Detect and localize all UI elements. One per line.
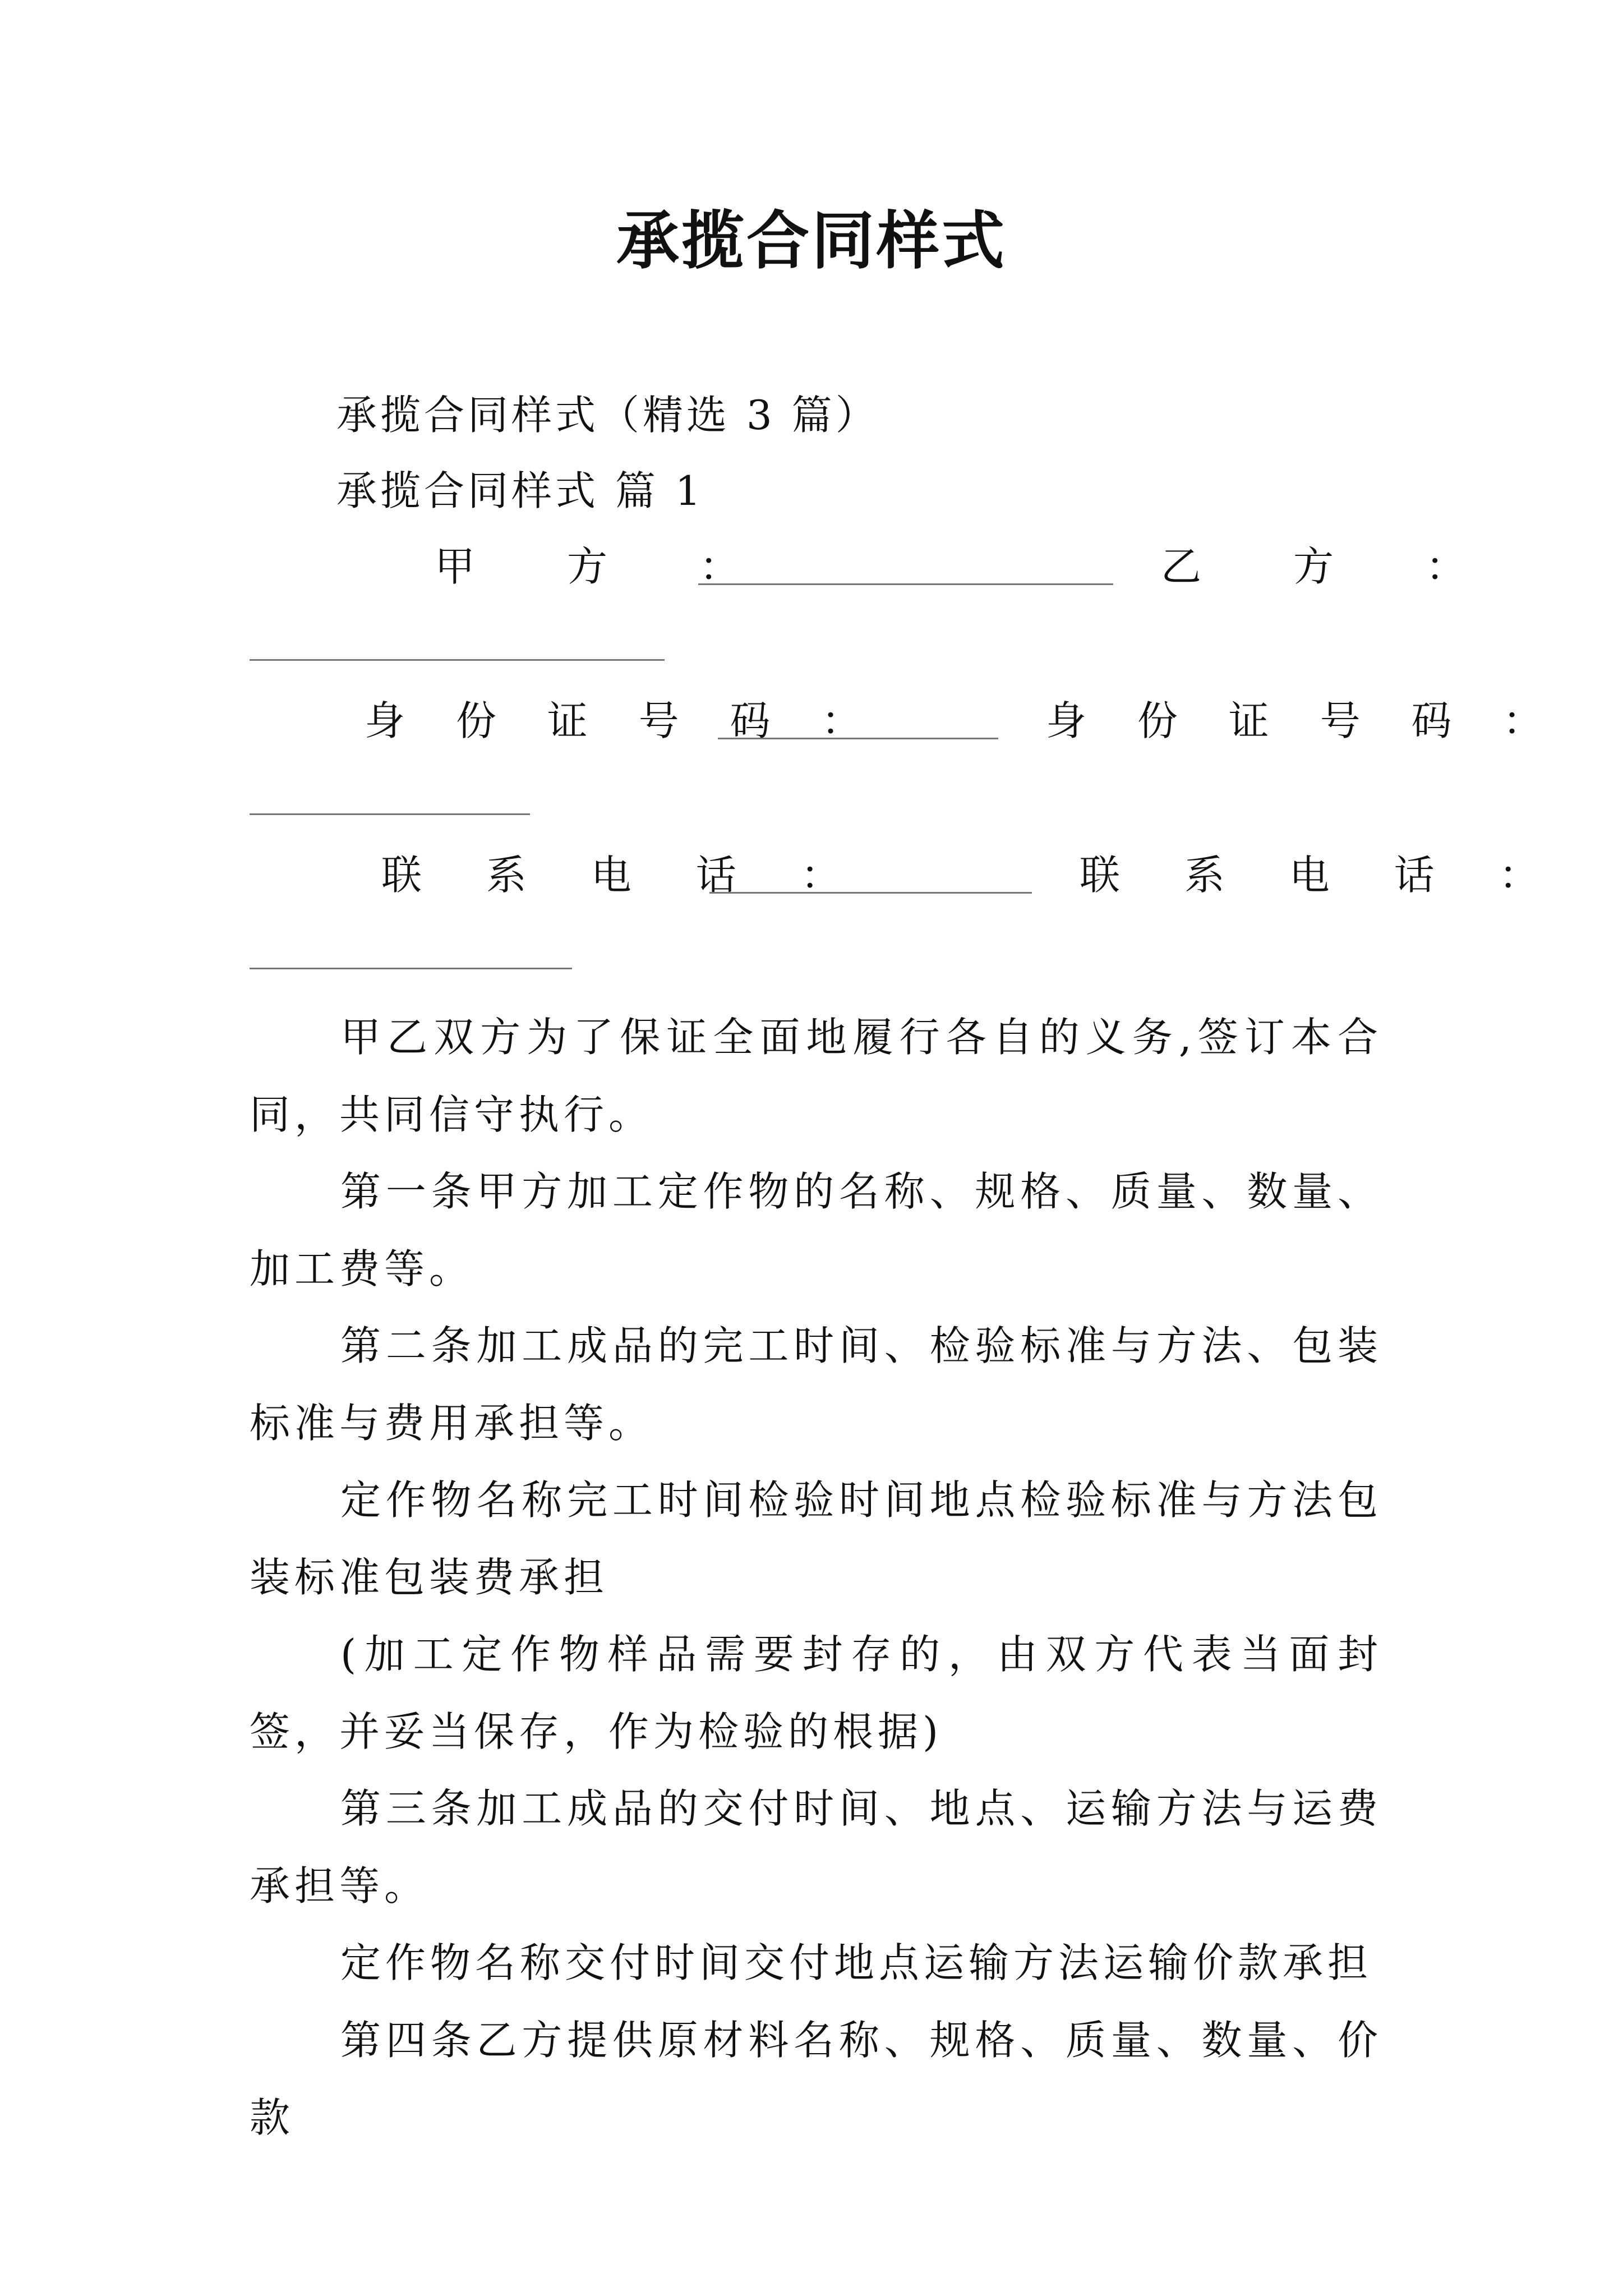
phone-blank-party-b <box>250 968 572 969</box>
paragraph-article-3: 第三条加工成品的交付时间、地点、运输方法与运费承担等。 <box>250 1785 1382 1910</box>
paragraph-item-list-1: 定作物名称完工时间检验时间地点检验标准与方法包装标准包装费承担 <box>250 1476 1382 1601</box>
id-label-party-b: 身 份 证 号 码 ： <box>1046 697 1562 744</box>
phone-label-party-b: 联 系 电 话 ： <box>1080 852 1565 899</box>
paragraph-article-1: 第一条甲方加工定作物的名称、规格、质量、数量、加工费等。 <box>250 1168 1382 1292</box>
party-b-blank <box>250 659 665 661</box>
id-label-party-a: 身 份 证 号 码 ： <box>365 697 881 744</box>
paragraph-item-list-2: 定作物名称交付时间交付地点运输方法运输价款承担 <box>340 1939 1373 1986</box>
document-subtitle: 承揽合同样式（精选 3 篇） <box>336 392 879 439</box>
paragraph-article-2: 第二条加工成品的完工时间、检验标准与方法、包装标准与费用承担等。 <box>250 1322 1382 1447</box>
id-blank-party-a <box>718 738 998 739</box>
paragraph-intro: 甲乙双方为了保证全面地履行各自的义务,签订本合同，共同信守执行。 <box>250 1014 1382 1138</box>
paragraph-note: (加工定作物样品需要封存的，由双方代表当面封签，并妥当保存，作为检验的根据) <box>250 1631 1382 1755</box>
phone-blank-party-a <box>709 892 1032 894</box>
party-a-blank <box>698 583 1113 585</box>
id-blank-party-b <box>250 813 530 815</box>
section-heading: 承揽合同样式 篇 1 <box>336 467 704 514</box>
party-b-label: 乙 方 ： <box>1161 543 1492 590</box>
phone-label-party-a: 联 系 电 话 ： <box>381 852 867 899</box>
paragraph-article-4: 第四条乙方提供原材料名称、规格、质量、数量、价款 <box>250 2017 1382 2141</box>
document-title: 承揽合同样式 <box>616 204 1007 278</box>
party-a-label: 甲 方 ： <box>435 543 766 590</box>
